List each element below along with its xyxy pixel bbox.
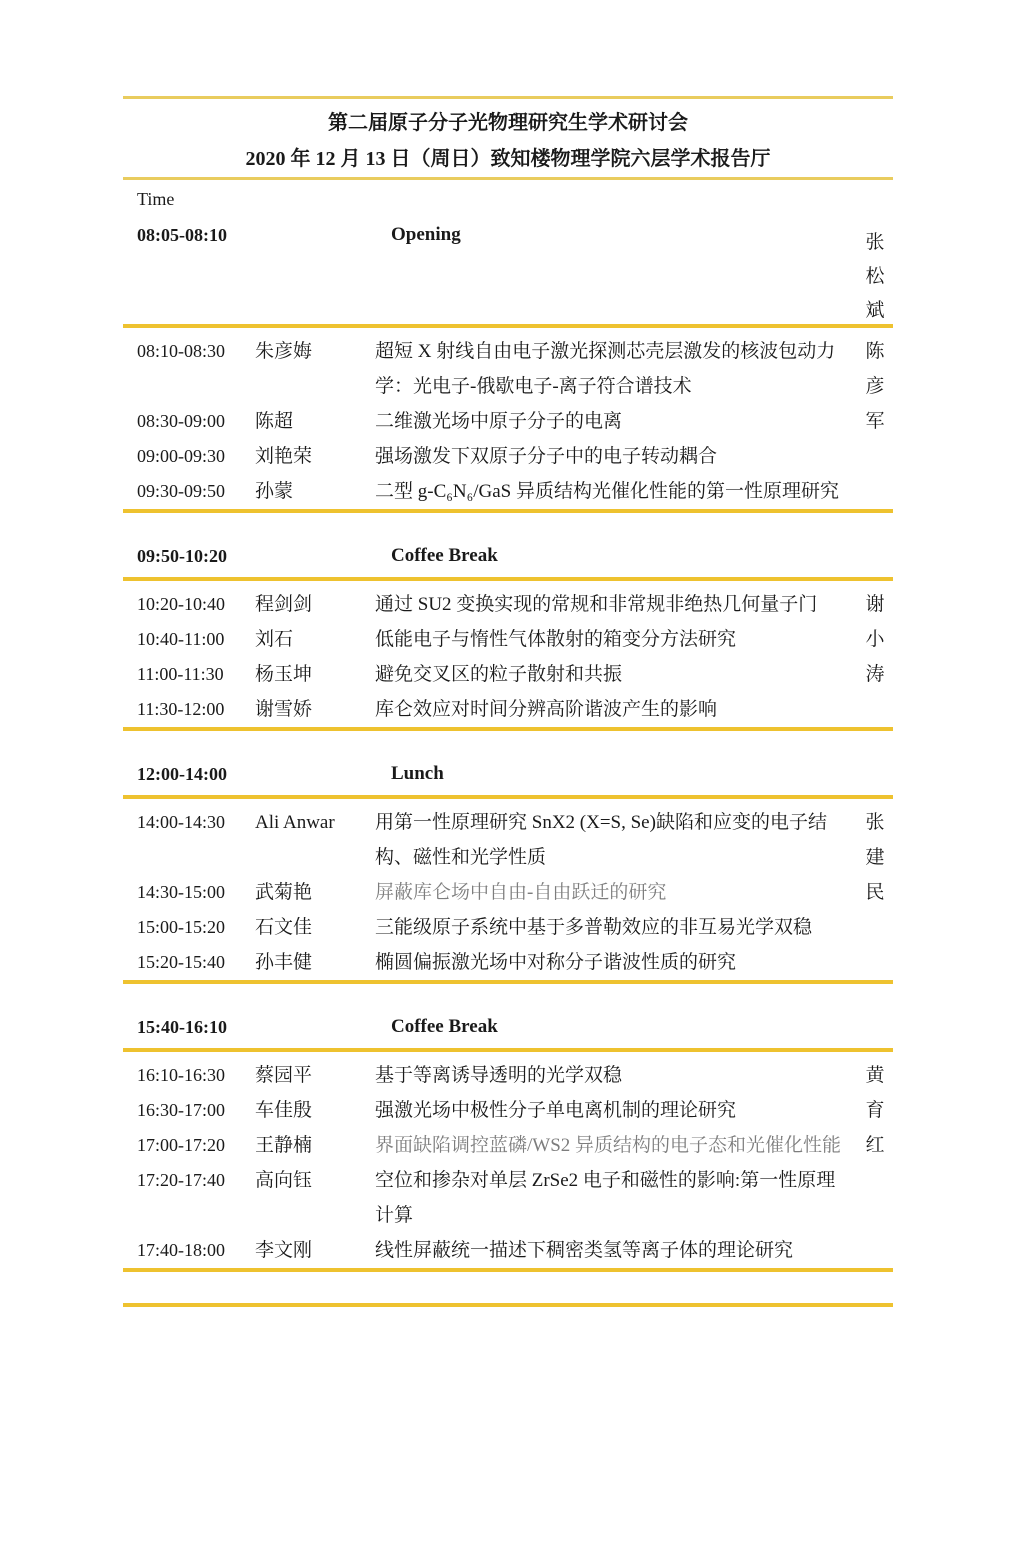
talk-row	[123, 1163, 893, 1233]
talk-row	[123, 910, 893, 945]
talk-row	[123, 334, 893, 404]
talk-title-cell: 三能级原子系统中基于多普勒效应的非互易光学双稳	[375, 917, 813, 938]
talk-title-cell: 通过 SU2 变换实现的常规和非常规非绝热几何量子门	[375, 594, 818, 615]
session-label: Opening	[391, 224, 461, 245]
time-cell: 16:30-17:00	[137, 1100, 225, 1120]
talk-title-cell: 强场激发下双原子分子中的电子转动耦合	[375, 446, 718, 467]
talk-title-cell: 屏蔽库仑场中自由-自由跃迁的研究	[375, 882, 667, 903]
speaker-cell: 石文佳	[255, 917, 313, 938]
session-label: Coffee Break	[391, 545, 498, 566]
talk-title-cell: 二维激光场中原子分子的电离	[375, 411, 623, 432]
time-cell: 12:00-14:00	[137, 764, 227, 784]
lunch-header	[123, 753, 893, 795]
session-label: Coffee Break	[391, 1016, 498, 1037]
morning-session-1	[123, 328, 893, 509]
time-cell: 16:10-16:30	[137, 1065, 225, 1085]
talk-row	[123, 1058, 893, 1093]
time-cell: 17:40-18:00	[137, 1240, 225, 1260]
time-cell: 10:20-10:40	[137, 594, 225, 614]
talk-row	[123, 945, 893, 980]
time-cell: 15:20-15:40	[137, 952, 225, 972]
divider	[123, 727, 893, 731]
time-cell: 09:30-09:50	[137, 481, 225, 501]
speaker-cell: 陈超	[255, 411, 294, 432]
talk-title-cell: 空位和掺杂对单层 ZrSe2 电子和磁性的影响:第一性原理计算	[375, 1170, 836, 1226]
speaker-cell: 李文刚	[255, 1240, 313, 1261]
speaker-cell: 孙丰健	[255, 952, 313, 973]
chair-name: 张建民	[865, 812, 885, 903]
talk-row	[123, 1128, 893, 1163]
time-cell: 10:40-11:00	[137, 629, 225, 649]
speaker-cell: 刘石	[255, 629, 294, 650]
speaker-cell: Ali Anwar	[255, 812, 335, 833]
coffee-break-1-header	[123, 535, 893, 577]
session-header-row	[123, 220, 893, 250]
talk-title-cell: 椭圆偏振激光场中对称分子谐波性质的研究	[375, 952, 737, 973]
speaker-cell: 王静楠	[255, 1135, 313, 1156]
chair-name: 陈彦军	[865, 341, 885, 432]
divider	[123, 96, 893, 99]
morning-session-2	[123, 581, 893, 727]
time-cell: 08:10-08:30	[137, 341, 225, 361]
talk-row	[123, 439, 893, 474]
divider	[123, 509, 893, 513]
page-title: 第二届原子分子光物理研究生学术研讨会	[328, 112, 688, 134]
opening-section	[123, 220, 893, 324]
time-cell: 15:40-16:10	[137, 1017, 227, 1037]
coffee-break-2-header	[123, 1006, 893, 1048]
divider	[123, 177, 893, 180]
talk-title-cell: 线性屏蔽统一描述下稠密类氢等离子体的理论研究	[375, 1240, 794, 1261]
time-column-header: Time	[137, 189, 175, 209]
talk-title-cell: 低能电子与惰性气体散射的箱变分方法研究	[375, 629, 737, 650]
talk-title-cell: 强激光场中极性分子单电离机制的理论研究	[375, 1100, 737, 1121]
talk-title-cell: 库仑效应对时间分辨高阶谐波产生的影响	[375, 699, 718, 720]
talk-title-cell: 避免交叉区的粒子散射和共振	[375, 664, 623, 685]
time-cell: 09:50-10:20	[137, 546, 227, 566]
talk-row	[123, 622, 893, 657]
time-cell: 15:00-15:20	[137, 917, 225, 937]
speaker-cell: 孙蒙	[255, 481, 294, 502]
speaker-cell: 程剑剑	[255, 594, 313, 615]
talk-row	[123, 1093, 893, 1128]
chair-name: 张松斌	[865, 232, 885, 321]
time-cell: 17:20-17:40	[137, 1170, 225, 1190]
talk-row	[123, 875, 893, 910]
afternoon-session-1	[123, 799, 893, 980]
time-cell: 14:30-15:00	[137, 882, 225, 902]
speaker-cell: 谢雪娇	[255, 699, 313, 720]
speaker-cell: 武菊艳	[255, 882, 313, 903]
divider	[123, 980, 893, 984]
talk-row	[123, 404, 893, 439]
talk-title-cell: 界面缺陷调控蓝磷/WS2 异质结构的电子态和光催化性能	[375, 1135, 842, 1156]
time-cell: 08:05-08:10	[137, 225, 227, 245]
talk-title-cell: 超短 X 射线自由电子激光探测芯壳层激发的核波包动力学：光电子-俄歇电子-离子符合谱技术	[375, 341, 836, 397]
talk-title-cell: 用第一性原理研究 SnX2 (X=S, Se)缺陷和应变的电子结构、磁性和光学性质	[375, 812, 827, 868]
speaker-cell: 蔡园平	[255, 1065, 313, 1086]
time-cell: 11:30-12:00	[137, 699, 225, 719]
session-label: Lunch	[391, 763, 444, 784]
speaker-cell: 车佳殷	[255, 1100, 313, 1121]
afternoon-session-2	[123, 1052, 893, 1268]
talk-row	[123, 474, 893, 509]
time-cell: 17:00-17:20	[137, 1135, 225, 1155]
talk-row	[123, 657, 893, 692]
chair-name: 黄育红	[865, 1065, 885, 1156]
schedule-page	[123, 96, 893, 1307]
page-bottom-divider	[123, 1303, 893, 1307]
speaker-cell: 朱彦娒	[255, 341, 313, 362]
time-cell: 14:00-14:30	[137, 812, 225, 832]
page-subtitle: 2020 年 12 月 13 日（周日）致知楼物理学院六层学术报告厅	[245, 148, 771, 170]
speaker-cell: 刘艳荣	[255, 446, 313, 467]
time-cell: 09:00-09:30	[137, 446, 225, 466]
time-cell: 08:30-09:00	[137, 411, 225, 431]
talk-row	[123, 805, 893, 875]
speaker-cell: 高向钰	[255, 1170, 313, 1191]
speaker-cell: 杨玉坤	[255, 664, 313, 685]
talk-title-cell: 二型 g-C₆N₆/GaS 异质结构光催化性能的第一性原理研究	[375, 481, 839, 502]
talk-row	[123, 1233, 893, 1268]
chair-name: 谢小涛	[865, 594, 885, 685]
talk-row	[123, 587, 893, 622]
time-cell: 11:00-11:30	[137, 664, 224, 684]
talk-row	[123, 692, 893, 727]
talk-title-cell: 基于等离诱导透明的光学双稳	[375, 1065, 623, 1086]
divider	[123, 1268, 893, 1272]
